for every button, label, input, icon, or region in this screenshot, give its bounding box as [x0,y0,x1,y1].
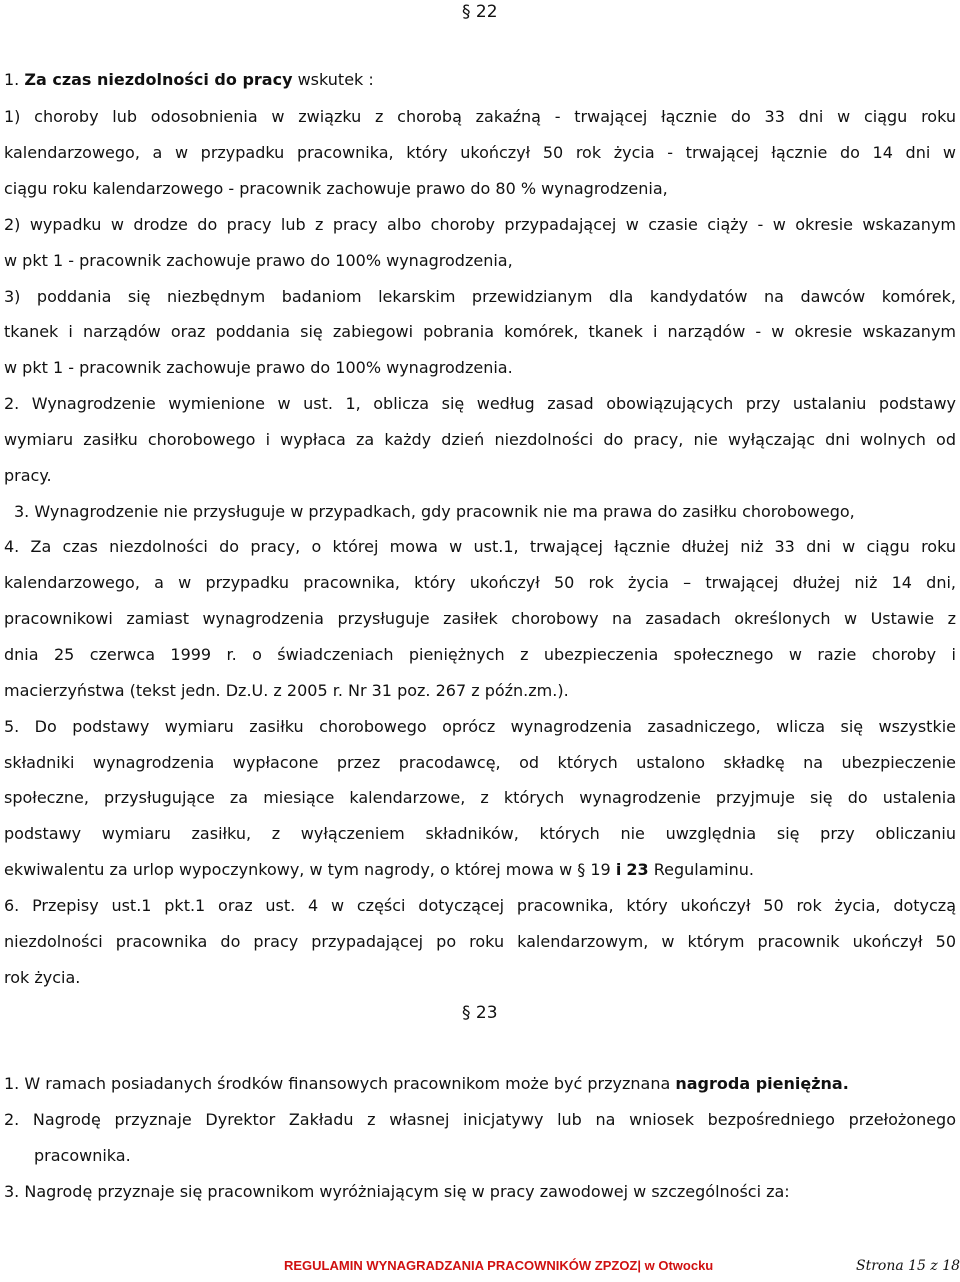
footer-title: REGULAMIN WYNAGRADZANIA PRACOWNIKÓW ZPZOZ| w Otwocku [284,1258,714,1273]
text-segment: Regulaminu. [648,860,754,879]
text-line: 6. Przepisy ust.1 pkt.1 oraz ust. 4 w części dotyczącej pracownika, który ukończył 50 rok życia, dotyczą [4,896,956,915]
text-line: 4. Za czas niezdolności do pracy, o której mowa w ust.1, trwającej łącznie dłużej niż 33 dni w ciągu roku [4,537,956,556]
text-line [4,858,754,882]
paragraph-bold-title: Za czas niezdolności do pracy [24,70,293,89]
text-line: niezdolności pracownika do pracy przypadającej po roku kalendarzowym, w którym pracownik ukończył 50 [4,932,956,951]
text-line: 2. Nagrodę przyznaje Dyrektor Zakładu z własnej inicjatywy lub na wniosek bezpośredniego przełożonego [4,1110,956,1129]
text-line: składniki wynagrodzenia wypłacone przez pracodawcę, od których ustalono składkę na ubezpieczenie [4,753,956,772]
paragraph-number: 1. [4,70,25,89]
bold-text: nagroda pieniężna. [675,1074,849,1093]
text-line: 2) wypadku w drodze do pracy lub z pracy albo choroby przypadającej w czasie ciąży - w okresie wskazanym [4,215,956,234]
text-line: pracownikowi zamiast wynagrodzenia przysługuje zasiłek chorobowy na zasadach określonych w Ustawie z [4,609,956,628]
text-line: pracownika. [34,1146,131,1165]
text-line: w pkt 1 - pracownik zachowuje prawo do 100% wynagrodzenia, [4,251,513,270]
text-line: podstawy wymiaru zasiłku, z wyłączeniem składników, których nie uwzględnia się przy obliczaniu [4,824,956,843]
text-line: kalendarzowego, a w przypadku pracownika, który ukończył 50 rok życia – trwającej dłużej niż 14 dni, [4,573,956,592]
text-line: macierzyństwa (tekst jedn. Dz.U. z 2005 r. Nr 31 poz. 267 z późn.zm.). [4,681,569,700]
section-23-heading: § 23 [462,1003,498,1023]
text-line: 3. Wynagrodzenie nie przysługuje w przypadkach, gdy pracownik nie ma prawa do zasiłku chorobowego, [14,502,855,521]
text-line: 5. Do podstawy wymiaru zasiłku chorobowego oprócz wynagrodzenia zasadniczego, wlicza się wszystkie [4,717,956,736]
text-line [4,1072,849,1096]
text-segment: 1. W ramach posiadanych środków finansowych pracownikom może być przyznana [4,1074,676,1093]
text-line: pracy. [4,466,52,485]
text-line: w pkt 1 - pracownik zachowuje prawo do 100% wynagrodzenia. [4,358,513,377]
section-22-heading: § 22 [462,2,498,22]
text-line: rok życia. [4,968,81,987]
text-line: ciągu roku kalendarzowego - pracownik zachowuje prawo do 80 % wynagrodzenia, [4,179,668,198]
text-segment: ekwiwalentu za urlop wypoczynkowy, w tym nagrody, o której mowa w § 19 [4,860,616,879]
text-line: 2. Wynagrodzenie wymienione w ust. 1, oblicza się według zasad obowiązujących przy ustalaniu podstawy [4,394,956,413]
text-line: społeczne, przysługujące za miesiące kalendarzowe, z których wynagrodzenie przyjmuje się do ustalenia [4,788,956,807]
bold-text: 23 [626,860,649,879]
footer-page-number: Strona 15 z 18 [856,1258,960,1274]
text-line: 3) poddania się niezbędnym badaniom lekarskim przewidzianym dla kandydatów na dawców komórek, [4,287,956,306]
bold-text: i [615,860,622,879]
text-line: 3. Nagrodę przyznaje się pracownikom wyróżniającym się w pracy zawodowej w szczególności za: [4,1182,790,1201]
text-line: tkanek i narządów oraz poddania się zabiegowi pobrania komórek, tkanek i narządów - w okresie wskazanym [4,322,956,341]
text-line: dnia 25 czerwca 1999 r. o świadczeniach pieniężnych z ubezpieczenia społecznego w razie choroby i [4,645,956,664]
paragraph-text: wskutek : [292,70,374,89]
text-line: 1) choroby lub odosobnienia w związku z chorobą zakaźną - trwającej łącznie do 33 dni w ciągu roku [4,107,956,126]
text-line: wymiaru zasiłku chorobowego i wypłaca za każdy dzień niezdolności do pracy, nie wyłączając dni wolnych od [4,430,956,449]
paragraph-1-header [4,68,374,92]
text-line: kalendarzowego, a w przypadku pracownika, który ukończył 50 rok życia - trwającej łącznie do 14 dni w [4,143,956,162]
